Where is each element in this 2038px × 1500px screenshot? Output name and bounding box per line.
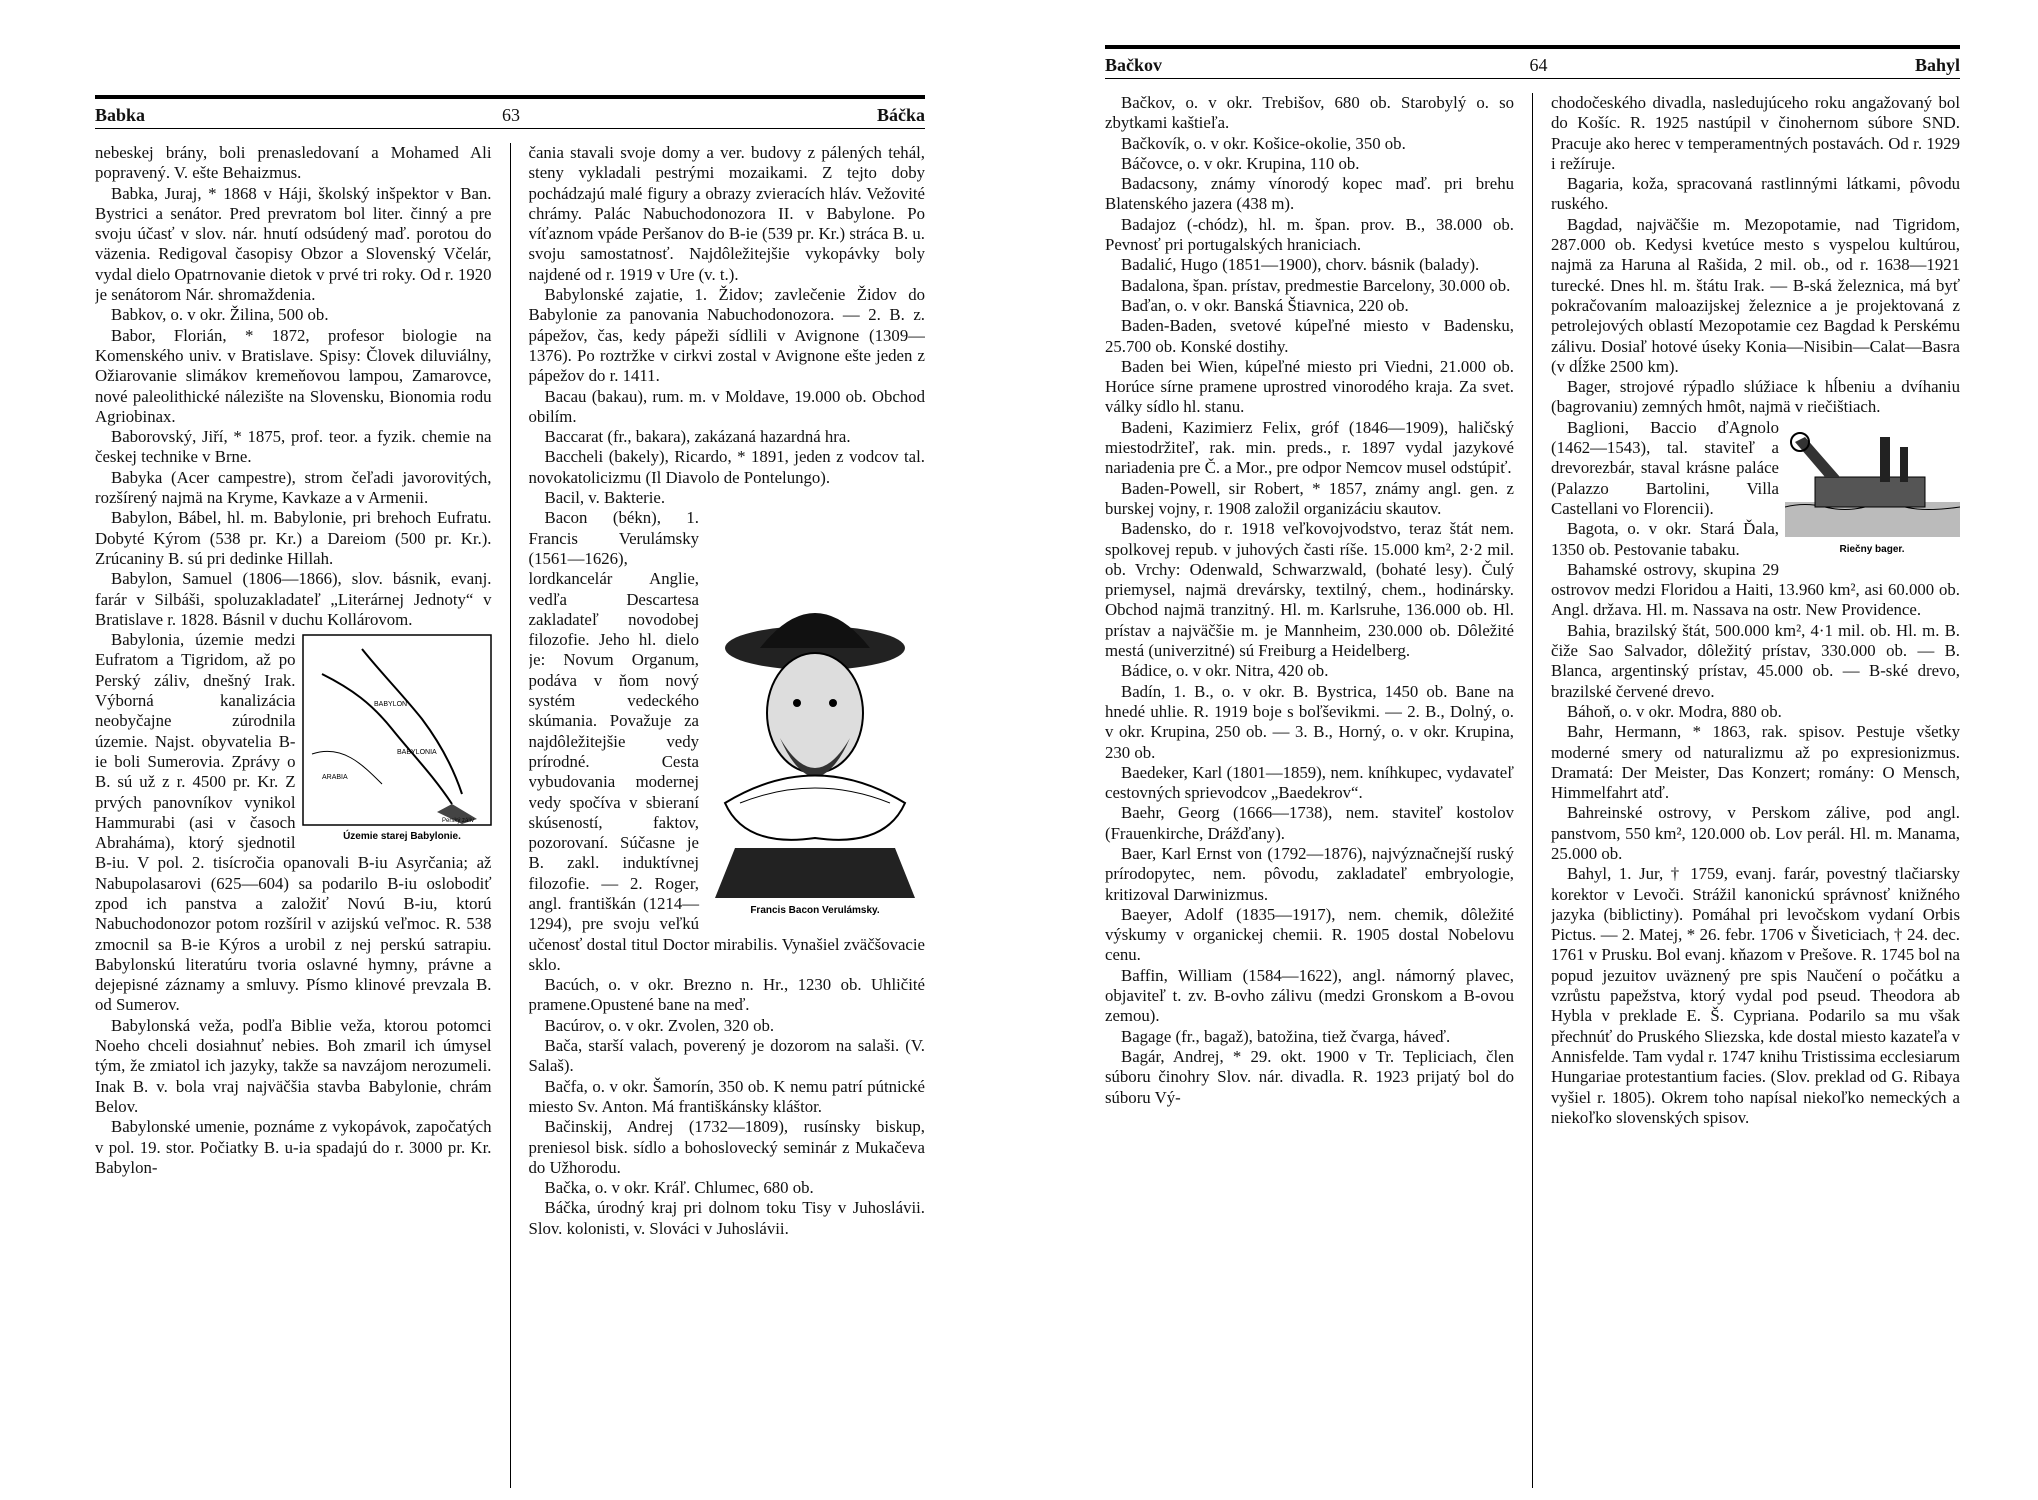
- column-1: [95, 143, 492, 1488]
- column-separator: [1532, 93, 1533, 1488]
- entry: Babylonská veža, podľa Biblie veža, ktorou potomci Noeho chceli dosiahnuť nebies. Boh zmaril ich úmysel tým, že zmiatol ich jazyky, takže sa navzájom nerozumeli. Inak B. v. bola vraj najväčšia stavba Babylonie, chrám Belov.: [95, 1015, 492, 1116]
- entry: Badín, 1. B., o. v okr. B. Bystrica, 1450 ob. Bane na hnedé uhlie. R. 1919 boje s boľševikmi. — 2. B., Dolný, o. v okr. Krupina, 250 ob. — 3. B., Horný, o. v okr. Krupina, 230 ob.: [1105, 681, 1514, 762]
- entry: Bahreinské ostrovy, v Perskom zálive, pod angl. panstvom, 550 km², 120.000 ob. Lov perál. Hl. m. Manama, 25.000 ob.: [1551, 803, 1960, 863]
- entry: Báčovce, o. v okr. Krupina, 110 ob.: [1121, 153, 1360, 173]
- map-label-gulf: Perský záliv: [441, 818, 474, 825]
- entry: Badajoz (-chódz), hl. m. špan. prov. B., 38.000 ob. Pevnosť pri portugalských hraniciach.: [1105, 214, 1514, 255]
- entry: Badeni, Kazimierz Felix, gróf (1846—1909), haličský miestodržiteľ, rak. min. preds., r. 1897 vydal jazykové nariadenia pre Č. a Mor., pre odpor Nemcov musel odstúpiť.: [1105, 417, 1514, 478]
- entry: Badensko, do r. 1918 veľkovojvodstvo, teraz štát nem. spolkovej repub. v juhových časti ríše. 15.000 km², 2·2 mil. ob. Vrchy: Odenwald, Schwarzwald, (bohaté lesy). Čulý priemysel, najmä drevársky, textilný, chem., hodinársky. Obchod najmä tranzitný. Hl. m. Karlsruhe, 136.000 ob. Hl. prístav a najväčšie m. je Mannheim, 230.000 ob. Dôležité mestá (univerzitné) sú Freiburg a Heidelberg.: [1105, 519, 1514, 661]
- entry: Baborovský, Jiří, * 1875, prof. teor. a fyzik. chemie na českej technike v Brne.: [95, 427, 492, 467]
- entry: Báhoň, o. v okr. Modra, 880 ob.: [1567, 701, 1782, 721]
- bacon-portrait-figure: [705, 588, 925, 918]
- entry: Babylon, Bábel, hl. m. Babylonie, pri brehoch Eufratu. Dobyté Kýrom (538 pr. Kr.) a Dareiom (500 pr. Kr.). Zrúcaniny B. sú pri dedinke Hillah.: [95, 508, 492, 568]
- entry: Babylonské zajatie, 1. Židov; zavlečenie Židov do Babylonie za panovania Nabuchodonozora. — 2. B. z. pápežov, čas, kedy pápeži sídlili v Avignone (1309—1376). Po roztržke v cirkvi zostal v Avignone ešte jeden z pápežov do r. 1411.: [528, 285, 925, 386]
- entry: Baer, Karl Ernst von (1792—1876), najvýznačnejší ruský prírodopytec, nem. pôvodu, zakladateľ embryologie, kritizoval Darwinizmus.: [1105, 843, 1514, 904]
- entry: Badalona, špan. prístav, predmestie Barcelony, 30.000 ob.: [1121, 275, 1511, 295]
- page-number: 63: [502, 105, 520, 125]
- entry: Bagota, o. v okr. Stará Ďala, 1350 ob. Pestovanie tabaku.: [1551, 519, 1779, 559]
- dredger-figure: [1785, 422, 1960, 557]
- entry: Bagdad, najväčšie m. Mezopotamie, nad Tigridom, 287.000 ob. Kedysi kvetúce mesto s vyspelou kultúrou, najmä za Haruna al Rašida, 2 mil. ob., od r. 1638—1921 turecké. Dnes hl. m. štátu Irak. — B-ská železnica, má byť pokračovaním maloazijskej železnice a je projektovaná z petrolejových oblastí Mezopotamie cez Bagdad k Perskému zálivu. Dosiaľ hotové úseky Konia—Nisibin—Calat—Basra (v dĺžke 2500 km).: [1551, 214, 1960, 376]
- entry: Bacau (bakau), rum. m. v Moldave, 19.000 ob. Obchod obilím.: [528, 386, 925, 426]
- entry: Bača, starší valach, poverený je dozorom na salaši. (V. Salaš).: [528, 1036, 925, 1076]
- entry: Bagár, Andrej, * 29. okt. 1900 v Tr. Tepliciach, člen súboru činohry Slov. nár. divadla. R. 1923 prijatý bol do súboru Vý-: [1105, 1046, 1514, 1107]
- entry: Baedeker, Karl (1801—1859), nem. kníhkupec, vydavateľ cestovných sprievodcov „Baedekrov“.: [1105, 762, 1514, 803]
- bacon-portrait: [705, 588, 925, 918]
- entry: Babyka (Acer campestre), strom čeľadi javorovitých, rozšírený najmä na Kryme, Kavkaze a v Armenii.: [95, 467, 492, 508]
- column-1: [1105, 93, 1514, 1488]
- entry: Bahr, Hermann, * 1863, rak. spisov. Pestuje všetky moderné smery od naturalizmu až po expresionizmus. Dramatá: Der Meister, Das Konzert; romány: O Mensch, Himmelfahrt atď.: [1551, 722, 1960, 803]
- entry: Bačfa, o. v okr. Šamorín, 350 ob. K nemu patrí pútnické miesto Sv. Anton. Má františkánsky kláštor.: [528, 1076, 925, 1116]
- entry: Baden-Baden, svetové kúpeľné miesto v Badensku, 25.700 ob. Konské dostihy.: [1105, 316, 1514, 356]
- portrait-caption: Francis Bacon Verulámsky.: [750, 905, 880, 917]
- babylonia-map-figure: [302, 634, 492, 844]
- entry: Badalić, Hugo (1851—1900), chorv. básnik (balady).: [1121, 255, 1480, 275]
- entry: Bádice, o. v okr. Nitra, 420 ob.: [1121, 661, 1329, 681]
- entry: Bačka, o. v okr. Kráľ. Chlumec, 680 ob.: [544, 1178, 814, 1198]
- entry: Bacil, v. Bakterie.: [544, 488, 666, 508]
- entry: Bacúch, o. v okr. Brezno n. Hr., 1230 ob. Uhličité pramene.Opustené bane na meď.: [528, 975, 925, 1015]
- header-left-word: Babka: [95, 105, 146, 125]
- entry: čania stavali svoje domy a ver. budovy z pálených tehál, steny vykladali pestrými mozaikami. Z tejto doby pochádzajú malé figury a obrazy zvieracích hláv. Vežovité chrámy. Palác Nabuchodonozora II. v Babylone. Po víťaznom vpáde Peršanov do B-ie (539 pr. Kr.) stráca B. u. svoju samostatnosť. Najdôležitejšie vykopávky boly najdené od r. 1919 v Ure (v. t.).: [528, 143, 925, 284]
- entry: Bahyl, 1. Jur, † 1759, evanj. farár, povestný tlačiarsky korektor v Levoči. Strážil kanonickú správnosť knižného jazyka (biblictiny). Pomáhal pri levočskom vydaní Orbis Pictus. — 2. Matej, * 26. febr. 1706 v Šiveticiach, † 24. dec. 1761 v Prusku. Bol evanj. kňazom v Prešove. R. 1745 bol na popud jezuitov uväznený pre spis Naučení o počátku a vzrůstu papežstva, ktorý vydal pod pseud. Theodora ab Hybla v preklade E. Š. Cypriana. Podarilo sa mu však přechnúť do Pruského Sliezska, kde dostal miesto kazateľa v Annisfelde. Tam vydal r. 1747 knihu Tristissima ecclesiarum Hungariae protestantium facies. (Slov. preklad od G. Ribaya vyšiel r. 1805). Okrem toho napísal niekoľko nemeckých a niekoľko slovenských spisov.: [1551, 864, 1960, 1127]
- babylonia-map: [302, 634, 492, 844]
- entry: Baccheli (bakely), Ricardo, * 1891, jeden z vodcov tal. novokatolicizmu (Il Diavolo de Pontelungo).: [528, 447, 925, 487]
- left-page: [95, 95, 925, 1488]
- entry: Báčka, úrodný kraj pri dolnom toku Tisy v Juhoslávii. Slov. kolonisti, v. Slováci v Juhoslávii.: [528, 1198, 925, 1238]
- entry: Bager, strojové rýpadlo slúžiace k hĺbeniu a dvíhaniu (bagrovaniu) zemných hmôt, najmä v riečištiach.: [1551, 377, 1960, 417]
- dredger-caption: Riečny bager.: [1839, 543, 1905, 555]
- entry: Babkov, o. v okr. Žilina, 500 ob.: [111, 305, 329, 325]
- entry: Babor, Florián, * 1872, profesor biologie na Komenského univ. v Bratislave. Spisy: Človek diluviálny, Ožiarovanie slimákov kremeňovou lampou, Zamarovce, nové paleolithické nálezište na Slovensku, Bionomia rodu Agriobinax.: [95, 325, 492, 426]
- page-number: 64: [1529, 55, 1548, 75]
- page-columns: [1105, 93, 1960, 1488]
- entry: Babka, Juraj, * 1868 v Háji, školský inšpektor v Ban. Bystrici a senátor. Pred prevratom bol liter. činný a pre svoju účasť v slov. nár. hnutí odsúdený maď. porotou do väzenia. Redigoval časopisy Obzor a Slovenský Včelár, vydal dielo Opatrnovanie dietok v prvé tri roky. Od r. 1920 je senátorom Nár. shromaždenia.: [95, 183, 492, 305]
- entry: Baďan, o. v okr. Banská Štiavnica, 220 ob.: [1121, 295, 1409, 315]
- header-right-word: Bahyl: [1914, 55, 1960, 75]
- map-label-babylonia: BABYLONIA: [396, 749, 437, 757]
- entry: Babylonia, územie medzi Eufratom a Tigridom, až po Perský záliv, dnešný Irak. Výborná kanalizácia neobyčajne zúrodnila územie. Najst. obyvatelia B-ie boli Sumerovia. Zprávy o B. sú už z r. 4500 pr. Kr. Z prvých panovníkov vynikol Hammurabi (asi v časoch Abraháma), ktorý sjednotil B-iu. V pol. 2. tisícročia opanovali B-iu Asyrčania; až Nabupolasarovi (625—604) sa podarilo B-iu oslobodiť zpod ich panstva a založiť Novú B-iu, ktorú Nabuchodonozor potom rozšíril v azijskú veľmoc. R. 538 zmocnil sa B-ie Kýros a urobil z nej perskú satrapiu. Babylonskú literatúru tvoria oslavné hymny, právne a dejepisné záznamy a smluvy. Písmo klinové prevzala B. od Sumerov.: [95, 630, 492, 1015]
- map-caption: Územie starej Babylonie.: [342, 831, 461, 843]
- right-page: [1105, 45, 1960, 1488]
- entry: Baglioni, Baccio ďAgnolo (1462—1543), tal. staviteľ a drevorezbár, staval krásne paláce (Palazzo Bartolini, Villa Castellani vo Florencii).: [1551, 417, 1779, 518]
- page-columns: [95, 143, 925, 1488]
- entry: Baden-Powell, sir Robert, * 1857, známy angl. gen. z burskej vojny, r. 1908 založil organizáciu skautov.: [1105, 478, 1514, 518]
- entry: Baccarat (fr., bakara), zakázaná hazardná hra.: [544, 427, 851, 447]
- header-right-word: Báčka: [876, 105, 925, 125]
- entry: Bahamské ostrovy, skupina 29 ostrovov medzi Floridou a Haiti, 13.960 km², asi 60.000 ob. Angl. država. Hl. m. Nassava na ostr. New Providence.: [1551, 559, 1960, 620]
- dredger-illustration: [1785, 422, 1960, 557]
- entry: Bacúrov, o. v okr. Zvolen, 320 ob.: [544, 1015, 775, 1035]
- entry: Bačkovík, o. v okr. Košice-okolie, 350 ob.: [1121, 133, 1406, 153]
- entry: Baeyer, Adolf (1835—1917), nem. chemik, dôležité výskumy v organickej chemii. R. 1905 dostal Nobelovu cenu.: [1105, 904, 1514, 965]
- entry: chodočeského divadla, nasledujúceho roku angažovaný bol do Košíc. R. 1925 nastúpil v činohernom súbore SND. Pracuje ako herec v temperamentných postavách. Od r. 1929 i režíruje.: [1551, 93, 1960, 173]
- entry: Badacsony, známy vínorodý kopec maď. pri brehu Blatenského jazera (438 m).: [1105, 174, 1514, 214]
- column-2: [1551, 93, 1960, 1488]
- entry: Bagage (fr., bagaž), batožina, tiež čvarga, háveď.: [1121, 1026, 1451, 1046]
- entry: Baffin, William (1584—1622), angl. námorný plavec, objaviteľ t. zv. B-ovho zálivu (medzi Gronskom a B-ovou zemou).: [1105, 965, 1514, 1026]
- page-header: [1105, 49, 1960, 79]
- entry: Bagaria, koža, spracovaná rastlinnými látkami, pôvodu ruského.: [1551, 174, 1960, 214]
- entry: Bacon (békn), 1. Francis Verulámsky (1561—1626), lordkancelár Anglie, vedľa Descartesa zakladateľ novodobej filozofie. Jeho hl. dielo je: Novum Organum, podáva v ňom nový systém vedeckého skúmania. Považuje za najdôležitejšie vedy prírodné. Cesta vybudovania modernej vedy spočíva v sbieraní skúseností, faktov, pozorovaní. Súčasne je B. zakl. induktívnej filozofie. — 2. Roger, angl. františkán (1214—1294), pre svoju veľkú učenosť dostal titul Doctor mirabilis. Vynašiel zväčšovacie sklo.: [528, 508, 925, 974]
- entry: Bahia, brazilský štát, 500.000 km², 4·1 mil. ob. Hl. m. B. čiže Sao Salvador, dôležitý prístav, 330.000 ob. — B. Blanca, argentinský prístav, 45.000 ob. — B-ské drevo, brazilské červené drevo.: [1551, 620, 1960, 701]
- page-header: [95, 99, 925, 129]
- entry: Bačkov, o. v okr. Trebišov, 680 ob. Starobylý o. so zbytkami kaštieľa.: [1105, 93, 1514, 133]
- column-separator: [510, 143, 511, 1488]
- entry: Bačinskij, Andrej (1732—1809), rusínsky biskup, preniesol bisk. sídlo a bohoslovecký seminár z Mukačeva do Užhorodu.: [528, 1117, 925, 1177]
- entry: Baden bei Wien, kúpeľné miesto pri Viedni, 21.000 ob. Horúce sírne pramene uprostred vinorodého kraja. Za svet. války sídlo hl. stanu.: [1105, 356, 1514, 417]
- entry: nebeskej brány, boli prenasledovaní a Mohamed Ali popravený. V. ešte Behaizmus.: [95, 143, 492, 183]
- header-left-word: Bačkov: [1105, 55, 1163, 75]
- column-2: [529, 143, 926, 1488]
- map-label-babylon: BABYLON: [373, 701, 407, 709]
- entry: Baehr, Georg (1666—1738), nem. staviteľ kostolov (Frauenkirche, Drážďany).: [1105, 803, 1514, 843]
- entry: Babylonské umenie, poznáme z vykopávok, započatých v pol. 19. stor. Počiatky B. u-ia spadajú do r. 3000 pr. Kr. Babylon-: [95, 1117, 492, 1177]
- entry: Babylon, Samuel (1806—1866), slov. básnik, evanj. farár v Silbáši, spoluzakladateľ „Literárnej Jednoty“ v Bratislave r. 1828. Básnil v duchu Kollárovom.: [95, 569, 492, 629]
- map-label-arabia: ARABIA: [321, 774, 348, 782]
